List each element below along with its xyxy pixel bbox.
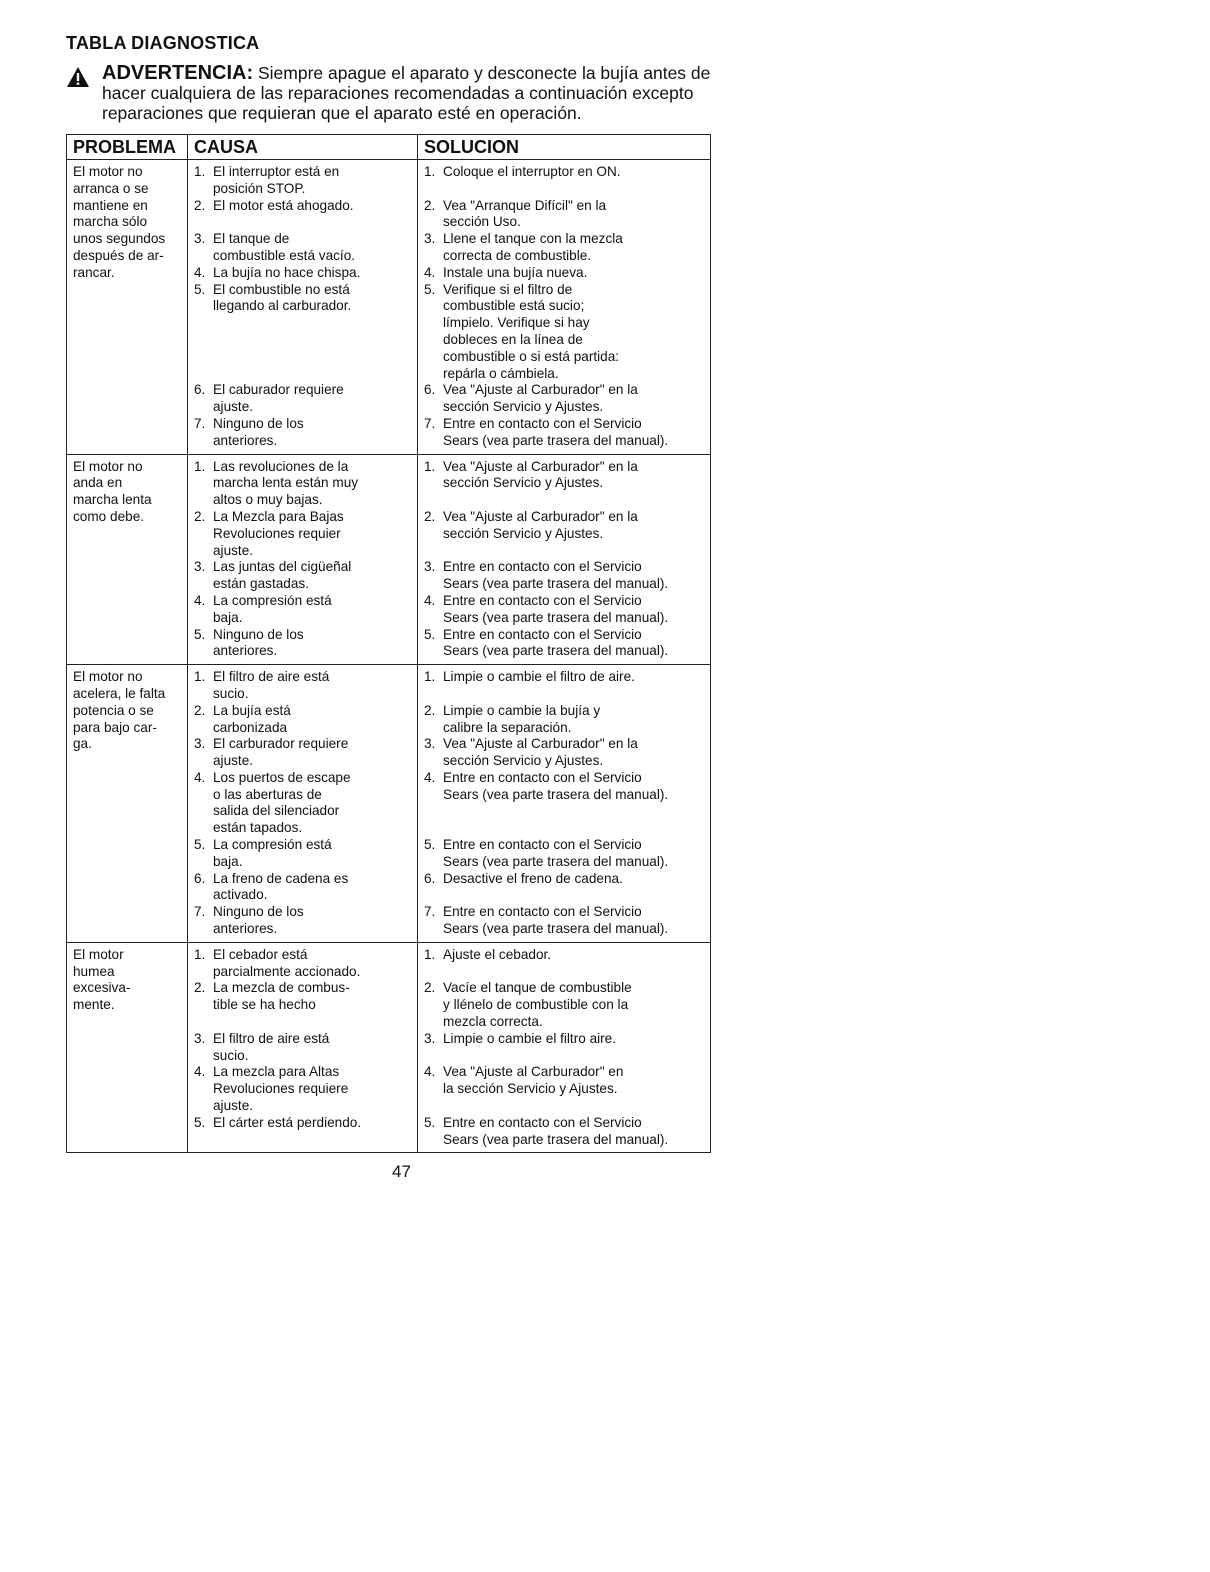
cause-item	[194, 1115, 414, 1132]
item-text: Ninguno de los anteriores.	[213, 626, 304, 659]
cause-item	[194, 947, 414, 981]
cause-item	[194, 703, 414, 737]
solution-item	[424, 980, 707, 1030]
solution-item	[424, 669, 707, 686]
item-text: La Mezcla para Bajas Revoluciones requier ajuste.	[213, 508, 344, 558]
solution-item	[424, 459, 707, 493]
item-number: 5.	[194, 626, 206, 642]
item-text: Coloque el interruptor en ON.	[443, 164, 621, 179]
cause-item	[194, 559, 414, 593]
item-text: Entre en contacto con el Servicio Sears (vea parte trasera del manual).	[443, 592, 669, 625]
item-number: 4.	[424, 1064, 436, 1080]
solution-item	[424, 947, 707, 964]
solution-item	[424, 904, 707, 938]
item-text: La mezcla de combus- tible se ha hecho	[213, 980, 350, 1013]
item-number: 4.	[424, 592, 436, 608]
item-number: 2.	[424, 508, 436, 524]
item-text: Vea "Arranque Difícil" en la sección Uso.	[443, 197, 607, 230]
solution-item	[424, 736, 707, 770]
warning-triangle-icon	[66, 66, 90, 88]
item-number: 3.	[424, 1030, 436, 1046]
item-text: El filtro de aire está sucio.	[213, 669, 330, 701]
table-header	[67, 135, 710, 160]
cause-cell	[188, 943, 418, 1153]
solution-item	[424, 559, 707, 593]
problem-text: El motor humea excesiva- mente.	[73, 946, 131, 1013]
cause-item	[194, 593, 414, 627]
item-number: 7.	[424, 904, 436, 920]
solution-cell	[418, 665, 710, 942]
cause-item	[194, 837, 414, 871]
item-text: Vea "Ajuste al Carburador" en la sección Servicio y Ajustes.	[443, 508, 638, 541]
solution-cell	[418, 943, 710, 1153]
item-number: 6.	[424, 382, 436, 398]
solution-item	[424, 509, 707, 543]
item-number: 3.	[194, 1030, 206, 1046]
cause-item	[194, 265, 414, 282]
solution-item	[424, 1115, 707, 1149]
item-number: 1.	[194, 946, 206, 962]
item-number: 5.	[424, 1114, 436, 1130]
cause-item	[194, 459, 414, 509]
item-number: 1.	[194, 164, 206, 179]
solution-item	[424, 382, 707, 416]
item-text: La compresión está baja.	[213, 592, 332, 625]
cause-item	[194, 1031, 414, 1065]
item-text: Vea "Ajuste al Carburador" en la sección Servicio y Ajustes.	[443, 1064, 624, 1097]
cause-item	[194, 669, 414, 703]
solution-item	[424, 627, 707, 661]
problem-cell	[67, 943, 188, 1153]
item-text: Entre en contacto con el Servicio Sears (vea parte trasera del manual).	[443, 837, 669, 869]
cause-item	[194, 1064, 414, 1114]
warning-label: ADVERTENCIA:	[102, 62, 254, 84]
item-text: Entre en contacto con el Servicio Sears (vea parte trasera del manual).	[443, 415, 669, 448]
item-number: 3.	[194, 559, 206, 575]
warning-notice	[66, 63, 716, 123]
solution-item	[424, 1064, 707, 1098]
item-text: Ninguno de los anteriores.	[213, 904, 304, 937]
item-number: 2.	[424, 702, 436, 718]
cause-item	[194, 416, 414, 450]
item-text: Entre en contacto con el Servicio Sears (vea parte trasera del manual).	[443, 1114, 669, 1147]
solution-item	[424, 164, 707, 181]
header-problema: PROBLEMA	[67, 135, 188, 159]
item-text: El combustible no está llegando al carburador.	[213, 281, 352, 314]
solution-item	[424, 837, 707, 871]
item-number: 4.	[194, 769, 206, 785]
table-row	[67, 160, 710, 455]
cause-item	[194, 509, 414, 559]
cause-item	[194, 382, 414, 416]
item-text: Ninguno de los anteriores.	[213, 415, 304, 448]
item-text: La freno de cadena es activado.	[213, 870, 349, 903]
item-number: 5.	[194, 837, 206, 853]
item-number: 4.	[424, 769, 436, 785]
item-text: Las revoluciones de la marcha lenta están muy altos o muy bajas.	[213, 458, 359, 508]
cause-item	[194, 980, 414, 1014]
item-number: 3.	[424, 231, 436, 247]
header-causa: CAUSA	[188, 135, 418, 159]
solution-item	[424, 593, 707, 627]
item-text: Entre en contacto con el Servicio Sears (vea parte trasera del manual).	[443, 626, 669, 659]
solution-item	[424, 282, 707, 383]
solution-item	[424, 1031, 707, 1048]
item-number: 2.	[194, 980, 206, 996]
item-text: Limpie o cambie el filtro de aire.	[443, 669, 635, 685]
table-row	[67, 665, 710, 943]
problem-text: El motor no anda en marcha lenta como debe.	[73, 458, 152, 524]
item-number: 6.	[194, 870, 206, 886]
cause-item	[194, 627, 414, 661]
item-number: 5.	[424, 837, 436, 853]
item-number: 1.	[424, 164, 436, 179]
item-text: El cebador está parcialmente accionado.	[213, 946, 361, 979]
problem-text: El motor no acelera, le falta potencia o se para bajo car- ga.	[73, 669, 166, 752]
solution-item	[424, 231, 707, 265]
problem-text: El motor no arranca o se mantiene en marcha sólo unos segundos después de ar- rancar.	[73, 164, 166, 280]
solution-cell	[418, 455, 710, 665]
item-text: Verifique si el filtro de combustible está sucio; límpielo. Verifique si hay dobleces en la línea de combustible o si está partida: repárla o cámbiela.	[443, 281, 620, 381]
item-text: Las juntas del cigüeñal están gastadas.	[213, 559, 352, 592]
solution-item	[424, 770, 707, 804]
item-number: 5.	[194, 1114, 206, 1130]
item-text: Entre en contacto con el Servicio Sears (vea parte trasera del manual).	[443, 769, 669, 802]
item-number: 1.	[424, 669, 436, 685]
item-text: Instale una bujía nueva.	[443, 264, 588, 280]
item-number: 7.	[194, 415, 206, 431]
item-text: El tanque de combustible está vacío.	[213, 231, 356, 263]
solution-item	[424, 265, 707, 282]
item-text: Limpie o cambie el filtro aire.	[443, 1030, 617, 1046]
item-number: 1.	[194, 458, 206, 474]
item-number: 3.	[424, 736, 436, 752]
item-number: 1.	[194, 669, 206, 685]
item-text: El interruptor está en posición STOP.	[213, 164, 340, 196]
cause-item	[194, 871, 414, 905]
solution-cell	[418, 160, 710, 454]
solution-item	[424, 871, 707, 888]
item-number: 6.	[424, 870, 436, 886]
item-number: 7.	[424, 415, 436, 431]
item-text: El filtro de aire está sucio.	[213, 1030, 330, 1063]
item-number: 2.	[194, 702, 206, 718]
item-text: Entre en contacto con el Servicio Sears (vea parte trasera del manual).	[443, 559, 669, 592]
cause-cell	[188, 665, 418, 942]
item-number: 2.	[194, 197, 206, 213]
item-number: 3.	[194, 231, 206, 247]
warning-body: Siempre apague el aparato y desconecte la bujía antes de hacer cualquiera de las reparaciones recomendadas a continuación excepto reparaciones que requieran que el aparato esté en operación.	[102, 63, 711, 123]
cause-item	[194, 770, 414, 837]
item-text: Vacíe el tanque de combustible y llénelo de combustible con la mezcla correcta.	[443, 980, 632, 1030]
item-number: 1.	[424, 946, 436, 962]
cause-cell	[188, 160, 418, 454]
item-text: El carburador requiere ajuste.	[213, 736, 349, 769]
item-number: 4.	[424, 264, 436, 280]
cause-item	[194, 282, 414, 316]
item-text: Entre en contacto con el Servicio Sears (vea parte trasera del manual).	[443, 904, 669, 937]
solution-item	[424, 703, 707, 737]
cause-item	[194, 198, 414, 215]
table-body	[67, 160, 710, 1152]
item-text: El cárter está perdiendo.	[213, 1114, 362, 1130]
item-number: 5.	[424, 626, 436, 642]
diagnostic-table	[66, 134, 711, 1153]
cause-item	[194, 736, 414, 770]
item-text: Vea "Ajuste al Carburador" en la sección Servicio y Ajustes.	[443, 458, 638, 491]
item-number: 5.	[194, 281, 206, 297]
item-number: 4.	[194, 264, 206, 280]
item-text: Vea "Ajuste al Carburador" en la sección Servicio y Ajustes.	[443, 736, 638, 769]
item-text: Ajuste el cebador.	[443, 946, 552, 962]
problem-cell	[67, 665, 188, 942]
cause-item	[194, 904, 414, 938]
item-text: La bujía está carbonizada	[213, 702, 291, 735]
item-text: El motor está ahogado.	[213, 197, 354, 213]
item-number: 4.	[194, 592, 206, 608]
item-text: Limpie o cambie la bujía y calibre la separación.	[443, 702, 601, 735]
item-number: 3.	[424, 559, 436, 575]
item-number: 2.	[424, 980, 436, 996]
solution-item	[424, 416, 707, 450]
header-solucion: SOLUCION	[424, 137, 520, 157]
item-number: 7.	[194, 904, 206, 920]
item-number: 4.	[194, 1064, 206, 1080]
cause-cell	[188, 455, 418, 665]
solution-item	[424, 198, 707, 232]
table-row	[67, 455, 710, 666]
page-number: 47	[392, 1162, 411, 1181]
cause-item	[194, 231, 414, 265]
item-text: El caburador requiere ajuste.	[213, 382, 344, 415]
item-text: Vea "Ajuste al Carburador" en la sección Servicio y Ajustes.	[443, 382, 638, 415]
item-number: 6.	[194, 382, 206, 398]
item-text: La bujía no hace chispa.	[213, 264, 361, 280]
item-number: 1.	[424, 458, 436, 474]
warning-text	[66, 63, 716, 123]
item-number: 2.	[424, 197, 436, 213]
item-number: 2.	[194, 508, 206, 524]
cause-item	[194, 164, 414, 198]
problem-cell	[67, 455, 188, 665]
item-text: Desactive el freno de cadena.	[443, 870, 623, 886]
item-text: La mezcla para Altas Revoluciones requiere ajuste.	[213, 1064, 349, 1114]
item-text: La compresión está baja.	[213, 837, 332, 869]
item-number: 3.	[194, 736, 206, 752]
table-row	[67, 943, 710, 1153]
item-text: Llene el tanque con la mezcla correcta de combustible.	[443, 231, 623, 263]
item-text: Los puertos de escape o las aberturas de salida del silenciador están tapados.	[213, 769, 351, 836]
problem-cell	[67, 160, 188, 454]
page-title: TABLA DIAGNOSTICA	[66, 33, 260, 53]
item-number: 5.	[424, 281, 436, 297]
